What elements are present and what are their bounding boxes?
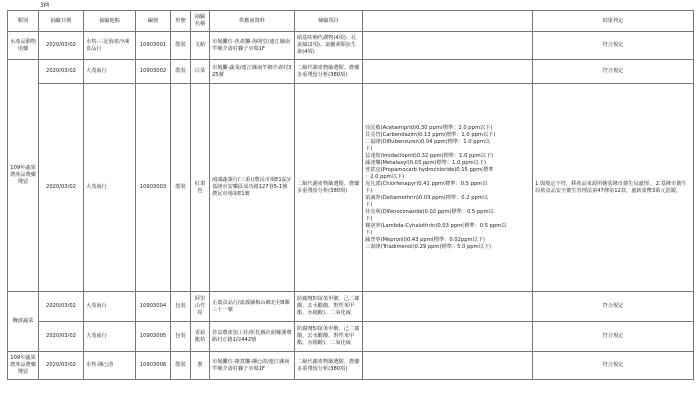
cell-source: 市場攤位-魚產攤-海明堂/連江縣南竿鄉介壽村獅子市場1F	[210, 32, 295, 60]
cell-items: 硝基呋喃代謝物(4項)、孔雀綠(2項)、氯黴素類抗生素(4項)	[295, 32, 363, 60]
result-line: ：2.0 ppm以下)	[365, 173, 405, 180]
cell-items: 二級代謝產物篩選類、農藥多重殘留分析(380項)	[295, 352, 363, 380]
cell-name: 文蛤	[191, 32, 210, 60]
cell-items: 二級代謝產物篩選類、農藥多重殘留分析(380項)	[295, 84, 363, 292]
result-line: 賽洛寧(Lambda-Cyhalothrin)0.03 ppm(標準：0.5 ppm以	[365, 222, 507, 229]
cell-verdict: 符合規定	[533, 292, 694, 322]
cell-verdict: 符合規定	[533, 352, 694, 380]
cell-results	[363, 84, 533, 292]
table-row	[8, 84, 694, 292]
result-line: 貝芬替(Carbendazim)0.13 ppm(標準：1.0 ppm以下)	[365, 131, 496, 138]
cell-name: 阿里山竹筍	[191, 292, 210, 322]
cell-results	[363, 60, 533, 84]
cell-results	[363, 32, 533, 60]
result-line: 待克利(Difenoconazole)0.02 ppm(標準：0.5 ppm以	[365, 208, 494, 215]
col-type: 形態	[171, 11, 191, 32]
result-line: 第滅寧(Deltamethrin)0.03 ppm(標準：0.2 ppm以	[365, 194, 489, 201]
col-name: 抽驗名稱	[191, 11, 210, 32]
result-line: 下)	[365, 215, 373, 222]
cell-type: 散裝	[171, 352, 191, 380]
cell-category: 109年蔬果農產品農藥殘留	[8, 352, 39, 380]
cell-type: 散裝	[171, 60, 191, 84]
cell-category: 醃漬蔬菜	[8, 292, 39, 352]
cell-source: 市場攤位-雜貨攤-陳○清/連江縣南竿鄉介壽村獅子市場1F	[210, 352, 295, 380]
cell-type: 包裝	[171, 292, 191, 322]
result-line: 下)	[365, 201, 373, 208]
cell-location: 大茂商行	[84, 322, 136, 352]
cell-location: 大茂商行	[84, 84, 136, 292]
cell-date: 2020/03/02	[39, 60, 84, 84]
table-row	[8, 32, 694, 60]
cell-source: 正義食品行/嘉義縣梅山鄉北村8鄰三十一號	[210, 292, 295, 322]
cell-id: 10903002	[136, 60, 171, 84]
result-line: 克凡派(Chlorfenapyr)0.41 ppm(標準：0.5 ppm以	[365, 180, 488, 187]
cell-date: 2020/03/02	[39, 292, 84, 322]
table-row	[8, 60, 694, 84]
cell-date: 2020/03/02	[39, 352, 84, 380]
cell-type: 散裝	[171, 32, 191, 60]
result-line: 滅普寧(Mepronil)0.43 ppm(標準：0.02ppm以下)	[365, 236, 485, 243]
cell-items: 防腐劑5項(苯甲酸、己二烯酸、去水醋酸、對羥苯甲酯、水楊酸)、二氧化硫	[295, 322, 363, 352]
cell-location: 市售-三記海產冷凍食品行	[84, 32, 136, 60]
cell-category: 水產品動物用藥	[8, 32, 39, 60]
col-source: 供應商資料	[210, 11, 295, 32]
cell-id: 10903006	[136, 352, 171, 380]
result-line: 亞託敏(Acetamiprid)0.30 ppm(標準：2.0 ppm以下)	[365, 124, 493, 131]
cell-results	[363, 322, 533, 352]
cell-results	[363, 352, 533, 380]
cell-source: 省益農產加工社/彰化縣社頭鄉溪農路村正路1段442號	[210, 322, 295, 352]
result-line: 二福隆(Diflubenzuron)0.04 ppm(標準：1.0 ppm以	[365, 138, 491, 145]
col-id: 編號	[136, 11, 171, 32]
col-date: 抽驗日期	[39, 11, 84, 32]
cell-location: 市售-陳○清	[84, 352, 136, 380]
cell-results	[363, 292, 533, 322]
cell-type: 包裝	[171, 322, 191, 352]
cell-location: 大茂商行	[84, 60, 136, 84]
cell-location: 大茂商行	[84, 292, 136, 322]
result-line: 普拔克(Propamocarb hydrochloride)0.15 ppm(標準	[365, 166, 494, 173]
result-line: 下)	[365, 229, 373, 236]
cell-source: 市場攤-蔬菜/連江縣南竿鄉介壽村325號	[210, 60, 295, 84]
col-items: 檢驗項目	[295, 11, 363, 32]
page-tag: 3M	[40, 2, 49, 9]
cell-id: 10903003	[136, 84, 171, 292]
cell-verdict: 1.與規定不符，移產品來源所轄基隆市衛生局處理。 2.基隆市衛生局依食品安全衛生管理法第47條第12款，處新臺幣3萬元罰鍰。	[533, 84, 694, 292]
cell-name: 香菇脆筍	[191, 322, 210, 352]
col-location: 抽驗地點	[84, 11, 136, 32]
col-verdict: 結果判定	[533, 11, 694, 32]
table-row	[8, 322, 694, 352]
cell-category: 109年蔬果農產品農藥殘留	[8, 60, 39, 292]
cell-verdict: 符合規定	[533, 60, 694, 84]
result-line: 三泰隆(Triadimenol)0.29 ppm(標準：5.0 ppm以下)	[365, 243, 492, 250]
cell-date: 2020/03/02	[39, 322, 84, 352]
cell-type: 散裝	[171, 84, 191, 292]
header-row	[8, 11, 694, 32]
cell-id: 10903005	[136, 322, 171, 352]
table-row	[8, 352, 694, 380]
cell-verdict: 符合規定	[533, 322, 694, 352]
col-results	[363, 11, 533, 32]
col-category: 類別	[8, 11, 39, 32]
table-row	[8, 292, 694, 322]
cell-source: 鴻鴻蔬菓行(三重)(農民市場E1區)/基隆市安樂區成功路127巷5-1號農民市場第E1號	[210, 84, 295, 292]
result-line: 益達胺(Imidacloprid)0.32 ppm(標準：1.0 ppm以下)	[365, 152, 494, 159]
cell-name: 紅棗苞	[191, 84, 210, 292]
cell-items: 二級代謝產物篩選類、農藥多重殘留分析(380項)	[295, 60, 363, 84]
cell-id: 10903001	[136, 32, 171, 60]
cell-date: 2020/03/02	[39, 32, 84, 60]
cell-id: 10903004	[136, 292, 171, 322]
cell-verdict: 符合規定	[533, 32, 694, 60]
result-line: 下)	[365, 187, 373, 194]
inspection-table	[7, 10, 694, 380]
cell-name: 白菜	[191, 60, 210, 84]
cell-items: 防腐劑5項(苯甲酸、己二烯酸、去水醋酸、對羥苯甲酯、水楊酸)、二氧化硫	[295, 292, 363, 322]
result-line: 下)	[365, 145, 373, 152]
cell-date: 2020/03/02	[39, 84, 84, 292]
cell-name: 蔥	[191, 352, 210, 380]
result-line: 滅達樂(Metalaxyl)0.03 ppm(標準：1.0 ppm以下)	[365, 159, 487, 166]
